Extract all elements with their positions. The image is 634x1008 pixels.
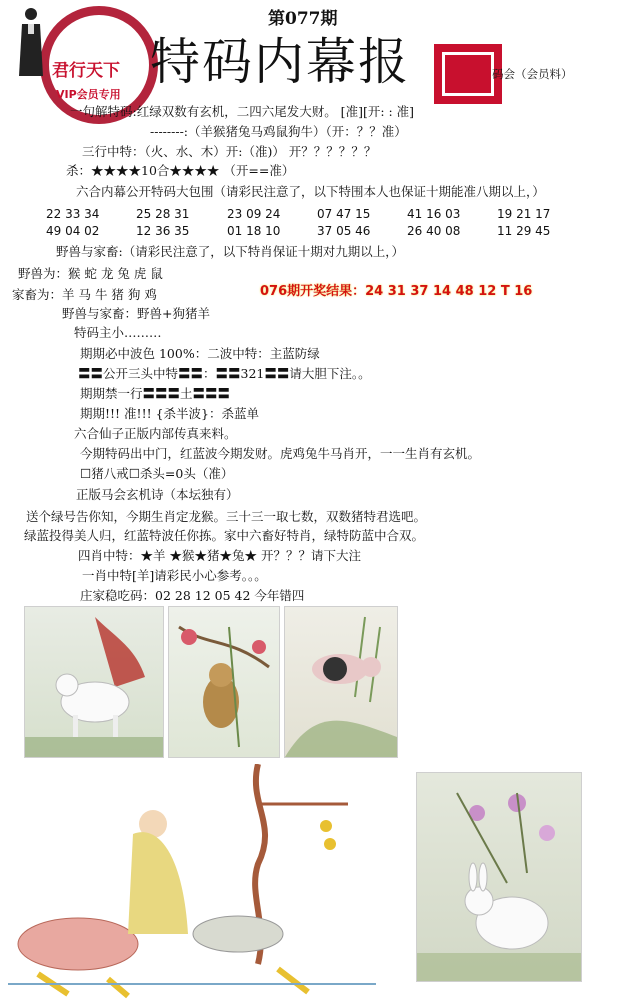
rabbit-painting (416, 772, 582, 982)
zodiac-pick: 野兽与家畜：野兽+狗猪羊 (62, 306, 210, 321)
tip-9: 正版马会玄机诗（本坛独有） (76, 487, 239, 502)
man-figure-icon (16, 6, 46, 78)
num-r2-c5: 26 40 08 (407, 224, 461, 238)
line-5: 六合内幕公开特码大包围（请彩民注意了，以下特围本人也保证十期能准八期以上，） (76, 184, 545, 199)
goat-icon (25, 607, 163, 757)
line-4: 杀：★★★★10合★★★★ （开==准） (66, 163, 295, 178)
num-r1-c3: 23 09 24 (227, 207, 281, 221)
tip-5: 期期!!! 准!!! {杀半波}：杀蓝单 (80, 406, 259, 421)
num-r1-c2: 25 28 31 (136, 207, 190, 221)
pig-icon (285, 607, 397, 757)
draw-result: 076期开奖结果：24 31 37 14 48 12 T 16 (260, 284, 533, 299)
tip-7: 今期特码出中门，红蓝波今期发财。虎鸡兔牛马肖开，一一生肖有玄机。 (80, 446, 481, 461)
num-r2-c1: 49 04 02 (46, 224, 100, 238)
num-r1-c5: 41 16 03 (407, 207, 461, 221)
line-3: 三行中特：（火、水、木）开:（准)） 开？？？？？？ (82, 144, 377, 159)
num-r1-c6: 19 21 17 (497, 207, 551, 221)
goat-painting (24, 606, 164, 758)
badge-vip: VIP会员专用 (56, 88, 121, 101)
fairy-illustration (8, 764, 376, 1000)
num-r2-c4: 37 05 46 (317, 224, 371, 238)
tip-2: 期期必中波色 100%：二波中特：主蓝防绿 (80, 346, 320, 361)
monkey-painting (168, 606, 280, 758)
tip-8: ☐猪八戒☐杀头=0头（准） (80, 466, 234, 481)
num-r2-c3: 01 18 10 (227, 224, 281, 238)
zodiac-domestic: 家畜为：羊 马 牛 猪 狗 鸡 (12, 287, 157, 302)
zodiac-note: 野兽与家畜:（请彩民注意了，以下特肖保证十期对九期以上，） (56, 244, 404, 259)
num-r2-c2: 12 36 35 (136, 224, 190, 238)
badge-name: 君行天下 (52, 61, 120, 81)
tip-3: 〓〓公开三头中特〓〓：〓〓321〓〓请大胆下注。。 (78, 366, 371, 381)
poem-line-2: 绿蓝投得美人归，红蓝特波任你拣。家中六畜好特肖，绿特防蓝中合双。 (24, 528, 425, 543)
pig-painting (284, 606, 398, 758)
line-1: 一句解特码:红绿双数有玄机，二四六尾发大财。 [准][开: : 准] (70, 104, 415, 119)
monkey-icon (169, 607, 279, 757)
poem-line-1: 送个绿号告你知，今期生肖定龙猴。三十三一取七数，双数猪特君选吧。 (26, 509, 427, 524)
fairy-icon (8, 764, 376, 1000)
num-r1-c4: 07 47 15 (317, 207, 371, 221)
tip-1: 特码主小……… (74, 325, 162, 340)
num-r2-c6: 11 29 45 (497, 224, 551, 238)
page-subtitle: 码会（会员料） (492, 67, 573, 81)
four-zodiac-pick: 四肖中特：★羊 ★猴★猪★兔★ 开？？？请下大注 (78, 548, 361, 563)
banker-numbers: 庄家稳吃码：02 28 12 05 42 今年错四 (80, 588, 305, 603)
zodiac-wild: 野兽为：猴 蛇 龙 兔 虎 鼠 (18, 266, 163, 281)
one-zodiac-pick: 一肖中特[羊]请彩民小心参考。。。 (82, 568, 267, 583)
seal-frame (442, 52, 494, 96)
rabbit-icon (417, 773, 581, 981)
issue-number: 第077期 (268, 9, 338, 29)
tip-6: 六合仙子正版内部传真来料。 (74, 426, 237, 441)
tip-4: 期期禁一行〓〓〓土〓〓〓 (80, 386, 231, 401)
line-2: --------:（羊猴猪兔马鸡鼠狗牛）（开：？？准） (150, 124, 407, 139)
page-title: 特码内幕报 (150, 33, 410, 91)
num-r1-c1: 22 33 34 (46, 207, 100, 221)
